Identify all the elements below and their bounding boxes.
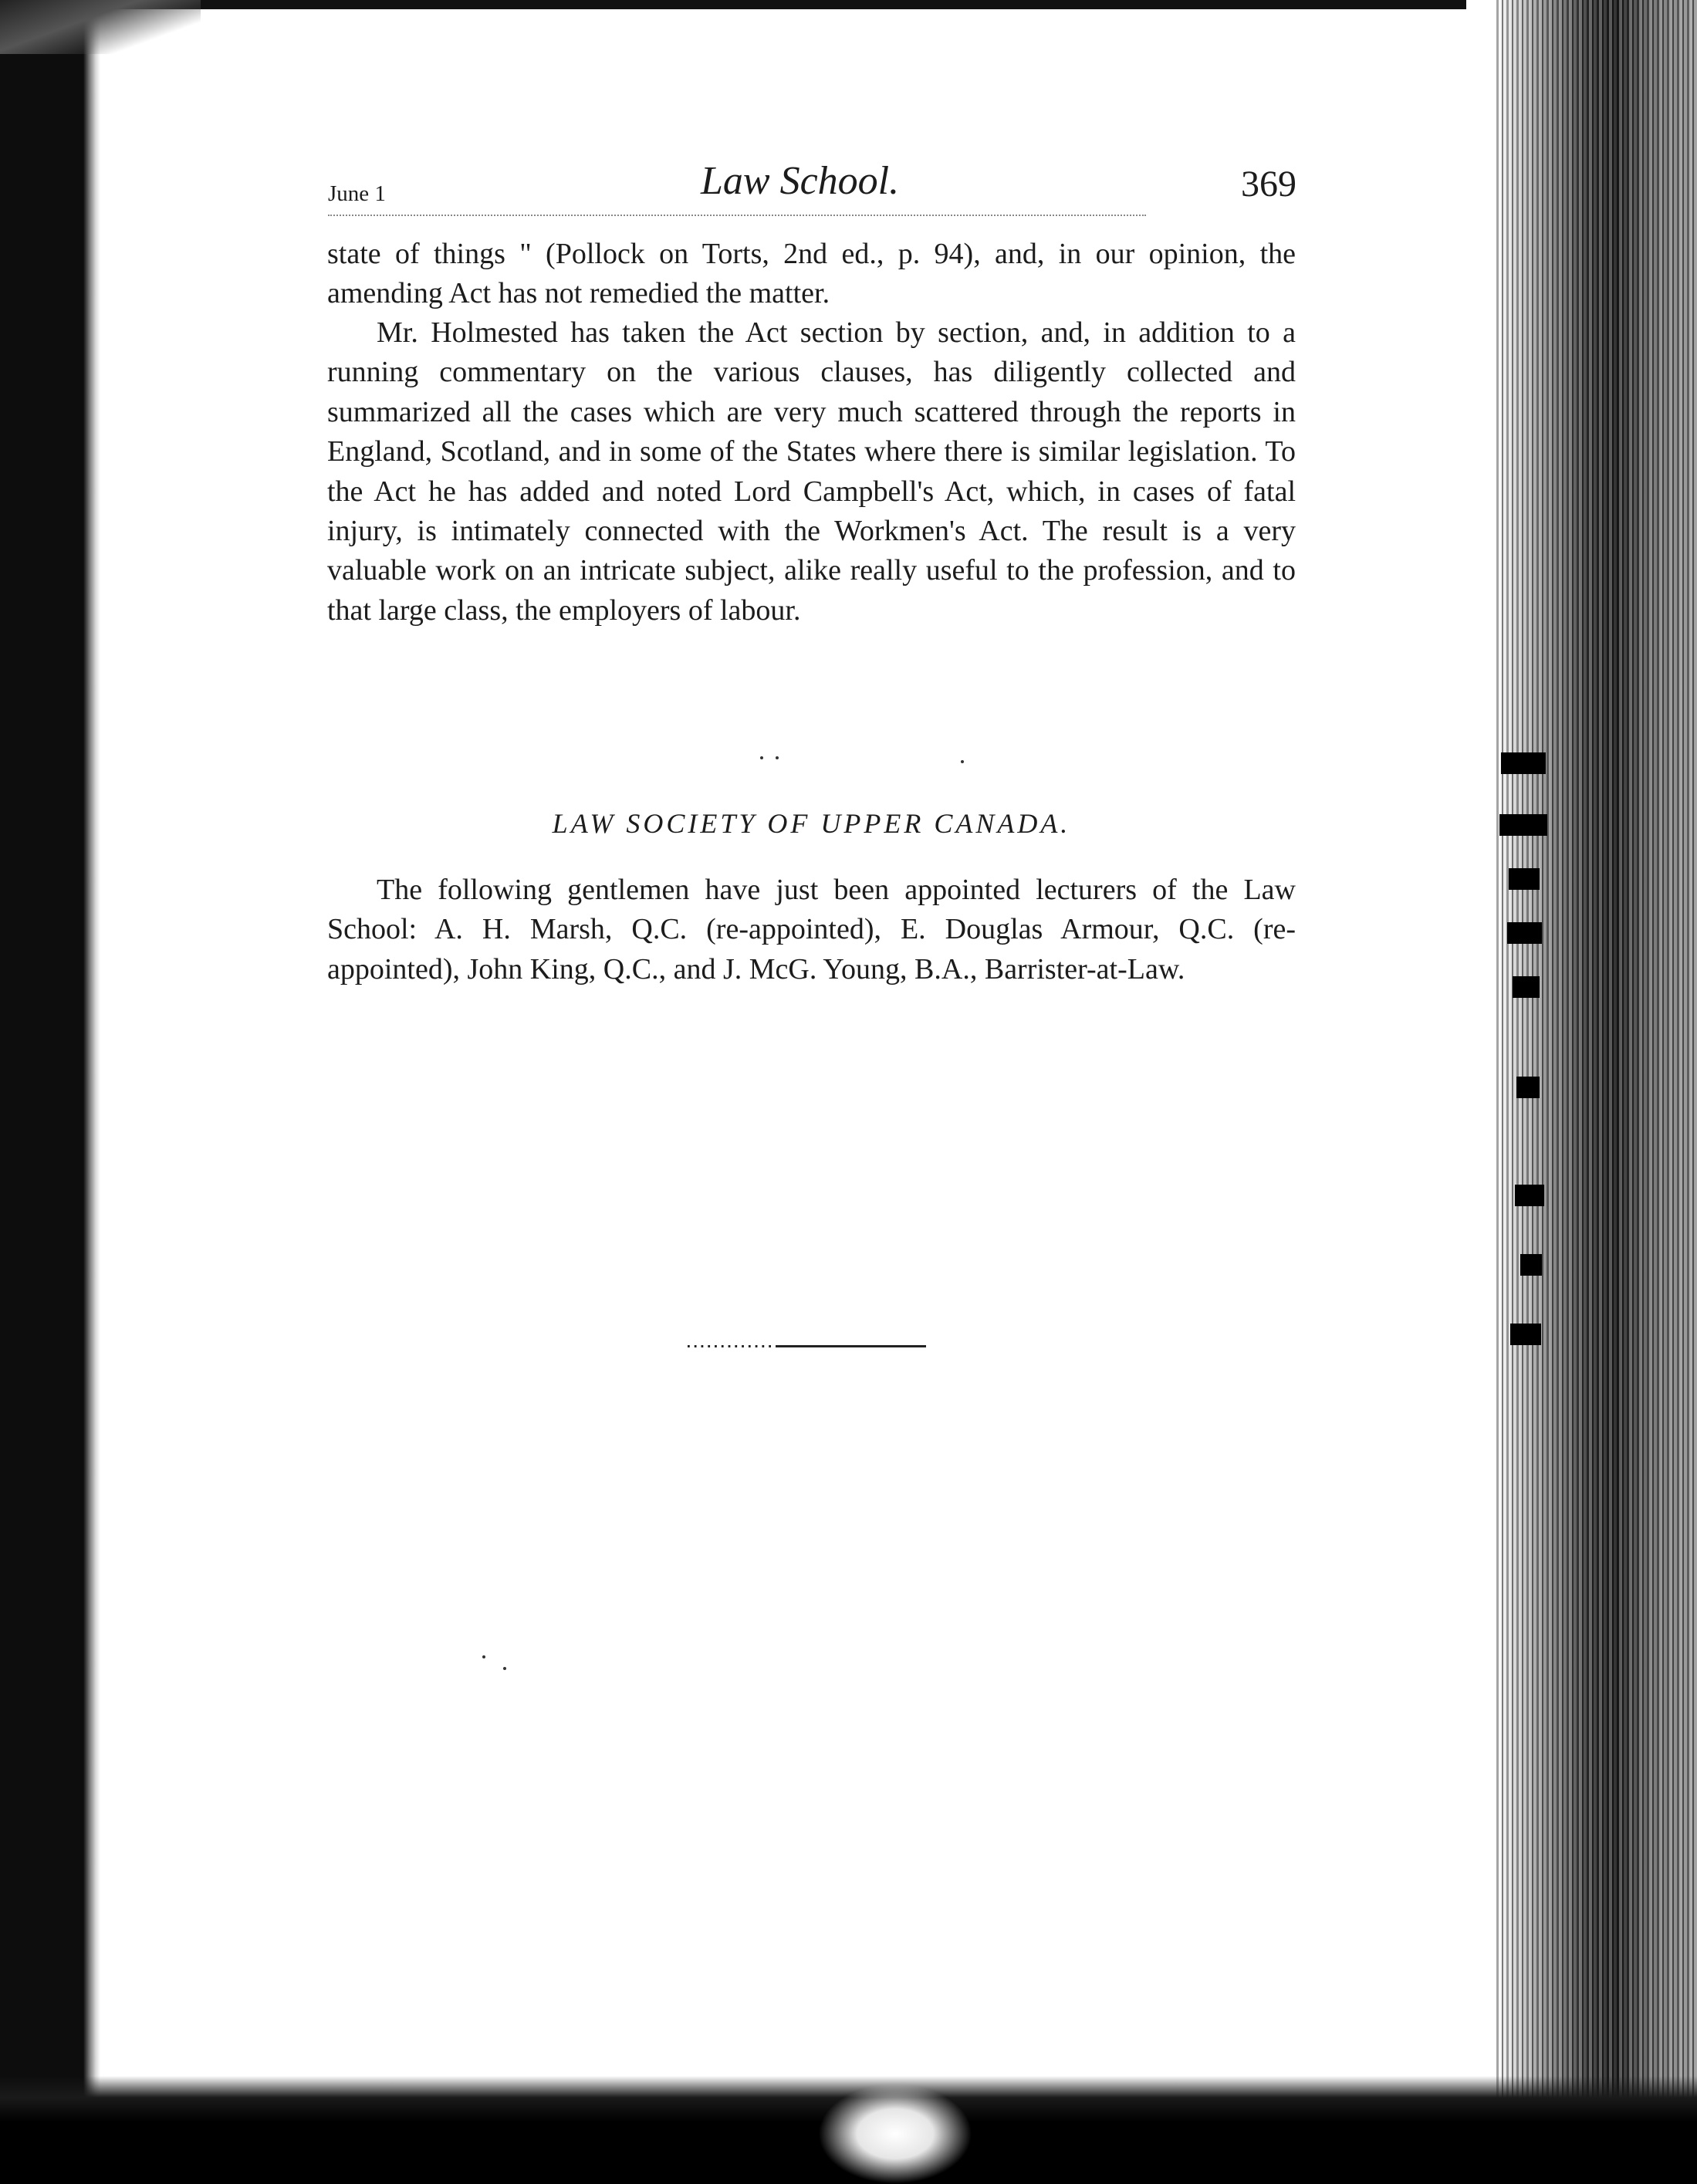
scan-corner-shadow: [0, 0, 201, 54]
stray-mark: [776, 756, 779, 759]
stray-mark: [482, 1655, 485, 1658]
scan-right-marks: [1493, 752, 1555, 1370]
scan-bottom-blot: [818, 2084, 972, 2184]
section-heading: LAW SOCIETY OF UPPER CANADA.: [552, 808, 1071, 839]
page-number: 369: [1241, 164, 1296, 205]
paragraph-review: [327, 313, 1296, 631]
running-head: [328, 158, 1296, 211]
stray-mark: [760, 756, 763, 759]
running-head-date: June 1: [328, 181, 386, 206]
stray-mark: [961, 760, 964, 763]
scan-top-edge: [0, 0, 1466, 9]
paragraph-appointments: The following gentlemen have just been appointed lecturers of the Law School: A. H. Marsh, Q.C. (re-appointed), E. Douglas Armour, Q.C. (re-appointed), John King, Q.C., and J. McG. Young, B.A., Barrister-at-Law.: [327, 874, 1296, 986]
paragraph-text: Mr. Holmested has taken the Act section by section, and, in addition to a running commentary on the various clauses, has diligently collected and summarized all the cases which are very much scattered through the reports in England, Scotland, and in some of the States where there is similar legislation. To the Act he has added and noted Lord Campbell's Act, which, in cases of fatal injury, is intimately connected with the Workmen's Act. The result is a very valuable work on an intricate subject, alike really useful to the profession, and to that large class, the employers of labour.: [327, 316, 1296, 627]
stray-mark: [503, 1667, 506, 1670]
end-rule: [683, 1345, 926, 1347]
scan-left-edge: [0, 0, 100, 2184]
running-head-title: Law School.: [701, 159, 900, 203]
paragraph-continuation: [327, 235, 1296, 314]
header-rule: [328, 215, 1146, 216]
paragraph-text: state of things " (Pollock on Torts, 2nd ed., p. 94), and, in our opinion, the amending Act has not remedied the matter.: [327, 238, 1296, 310]
